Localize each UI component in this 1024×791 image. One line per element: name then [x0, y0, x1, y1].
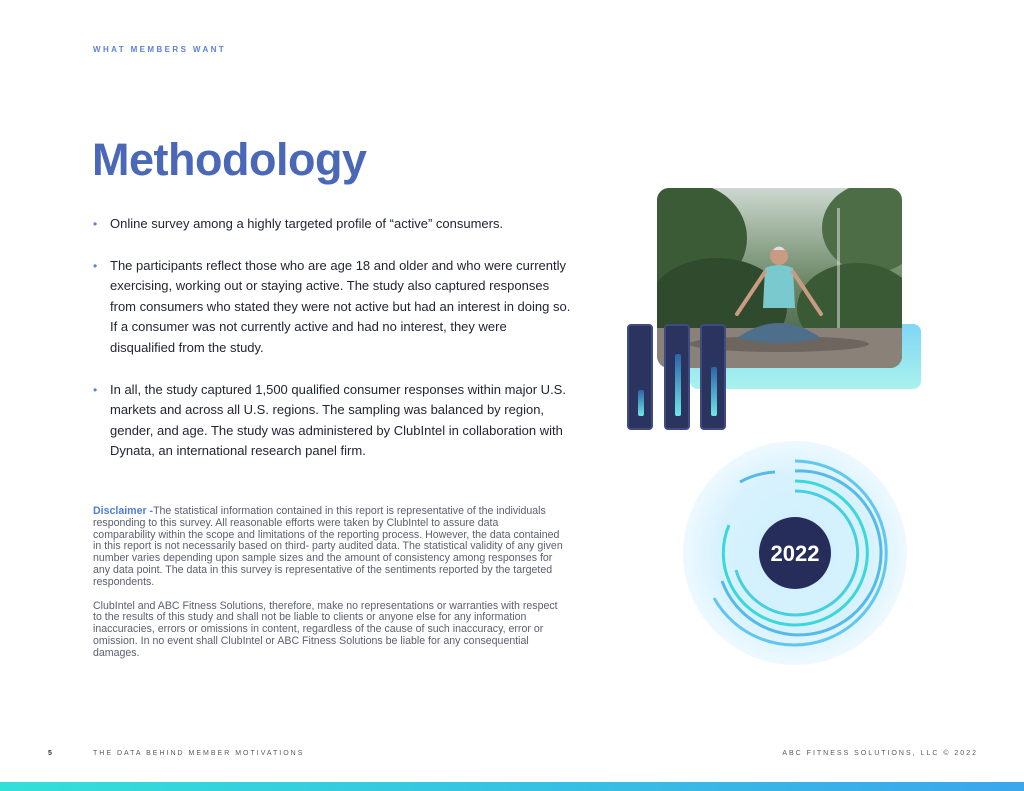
- bullet-dot-icon: •: [93, 382, 98, 397]
- section-label: WHAT MEMBERS WANT: [93, 45, 227, 54]
- disclaimer-lead: Disclaimer -: [93, 505, 154, 517]
- footer-copyright: ABC FITNESS SOLUTIONS, LLC © 2022: [782, 750, 978, 757]
- bullet-item: [93, 214, 573, 235]
- bullet-item: [93, 256, 573, 359]
- page-title: Methodology: [92, 134, 367, 185]
- bullet-dot-icon: •: [93, 258, 98, 273]
- footer-report-title: THE DATA BEHIND MEMBER MOTIVATIONS: [93, 750, 305, 757]
- year-label: 2022: [770, 541, 820, 566]
- disclaimer-paragraph-2: ClubIntel and ABC Fitness Solutions, therefore, make no representations or warranties with respect to the results of this study and shall not be liable to clients or anyone else for any information inaccuracies, errors or omissions in content, regardless of the cause of such inaccuracy, error or omission. In no event shall ClubIntel or ABC Fitness Solutions be liable for any consequential damages.: [93, 599, 558, 659]
- disclaimer: [93, 506, 563, 672]
- decor-bar-3: [700, 324, 726, 430]
- decor-bar-fill: [675, 354, 681, 416]
- bottom-accent-bar: [0, 782, 1024, 791]
- bullet-text: The participants reflect those who are age 18 and older and who were currently exercising, working out or staying active. The study also captured responses from consumers who stated they were not active but had an interest in doing so. If a consumer was not currently active and had no interest, they were disqualified from the study.: [110, 257, 571, 355]
- bullet-list: [93, 214, 573, 483]
- decor-bar-2: [664, 324, 690, 430]
- decor-bar-fill: [711, 367, 717, 416]
- bullet-dot-icon: •: [93, 217, 98, 231]
- page-number: 5: [48, 750, 52, 757]
- decor-bar-1: [627, 324, 653, 430]
- year-badge: [680, 438, 910, 668]
- decor-bar-fill: [638, 390, 644, 416]
- disclaimer-paragraph-1: [93, 506, 563, 589]
- yoga-photo: [657, 188, 902, 368]
- disclaimer-text-1: The statistical information contained in this report is representative of the individuals responding to this survey. All reasonable efforts were taken by ClubIntel to assure data comparability within the scope and limitations of the reporting process. However, the data contained in this report is not necessarily based on third- party audited data. The statistical validity of any given number varies depending upon sample sizes and the amount of consistency among responses for any data point. The data in this survey is representative of the sentiments reported by the targeted respondents.: [93, 505, 563, 588]
- bullet-text: Online survey among a highly targeted profile of “active” consumers.: [110, 216, 504, 231]
- bullet-item: [93, 380, 573, 462]
- bullet-text: In all, the study captured 1,500 qualified consumer responses within major U.S. markets and across all U.S. regions. The sampling was balanced by region, gender, and age. The study was administered by ClubIntel in collaboration with Dynata, an international research panel firm.: [110, 381, 566, 459]
